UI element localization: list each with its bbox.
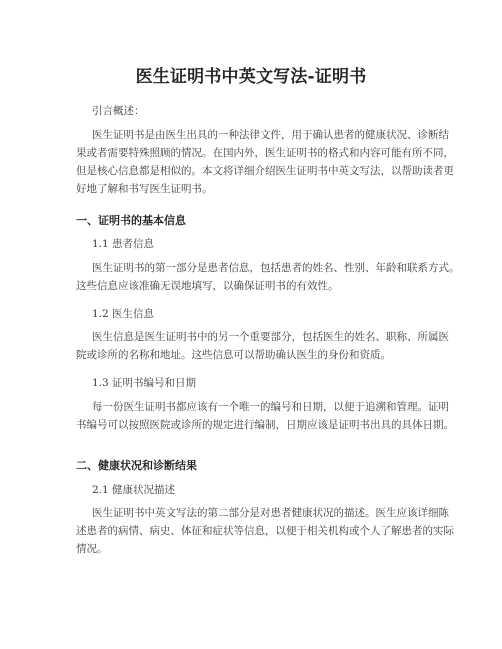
section-heading: 一、证明书的基本信息 bbox=[76, 214, 186, 227]
paragraph-line: 每一份医生证明书都应该有一个唯一的编号和日期，以便于追溯和管理。证明 bbox=[92, 401, 449, 413]
paragraph bbox=[76, 504, 454, 558]
paragraph-line: 院或诊所的名称和地址。这些信息可以帮助确认医生的身份和资质。 bbox=[76, 349, 391, 361]
intro-label: 引言概述： bbox=[92, 105, 145, 117]
subheading: 1.2 医生信息 bbox=[92, 308, 155, 320]
paragraph-line: 医生信息是医生证明书中的另一个重要部分，包括医生的姓名、职称、所属医 bbox=[92, 331, 449, 343]
paragraph bbox=[76, 398, 454, 434]
paragraph-line: 述患者的病情、病史、体征和症状等信息，以便于相关机构或个人了解患者的实际 bbox=[76, 525, 454, 537]
subheading: 1.1 患者信息 bbox=[92, 238, 155, 250]
paragraph-line: 果或者需要特殊照顾的情况。在国内外，医生证明书的格式和内容可能有所不同， bbox=[76, 147, 454, 159]
page-title: 医生证明书中英文写法-证明书 bbox=[135, 67, 367, 87]
paragraph-line: 书编号可以按照医院或诊所的规定进行编制，日期应该是证明书出具的具体日期。 bbox=[76, 419, 454, 431]
paragraph-line: 医生证明书是由医生出具的一种法律文件，用于确认患者的健康状况、诊断结 bbox=[92, 129, 449, 141]
paragraph-line: 情况。 bbox=[76, 543, 108, 555]
subheading: 1.3 证明书编号和日期 bbox=[92, 377, 197, 389]
paragraph bbox=[76, 259, 460, 295]
subheading: 2.1 健康状况描述 bbox=[92, 484, 176, 496]
intro-paragraph bbox=[76, 126, 454, 198]
paragraph-line: 但是核心信息都是相似的。本文将详细介绍医生证明书中英文写法，以帮助读者更 bbox=[76, 165, 454, 177]
paragraph-line: 好地了解和书写医生证明书。 bbox=[76, 183, 213, 195]
paragraph bbox=[76, 328, 449, 364]
paragraph-line: 医生证明书中英文写法的第二部分是对患者健康状况的描述。医生应该详细陈 bbox=[92, 507, 449, 519]
paragraph-line: 这些信息应该准确无误地填写，以确保证明书的有效性。 bbox=[76, 280, 339, 292]
section-heading: 二、健康状况和诊断结果 bbox=[76, 459, 197, 472]
paragraph-line: 医生证明书的第一部分是患者信息，包括患者的姓名、性别、年龄和联系方式。 bbox=[92, 262, 460, 274]
